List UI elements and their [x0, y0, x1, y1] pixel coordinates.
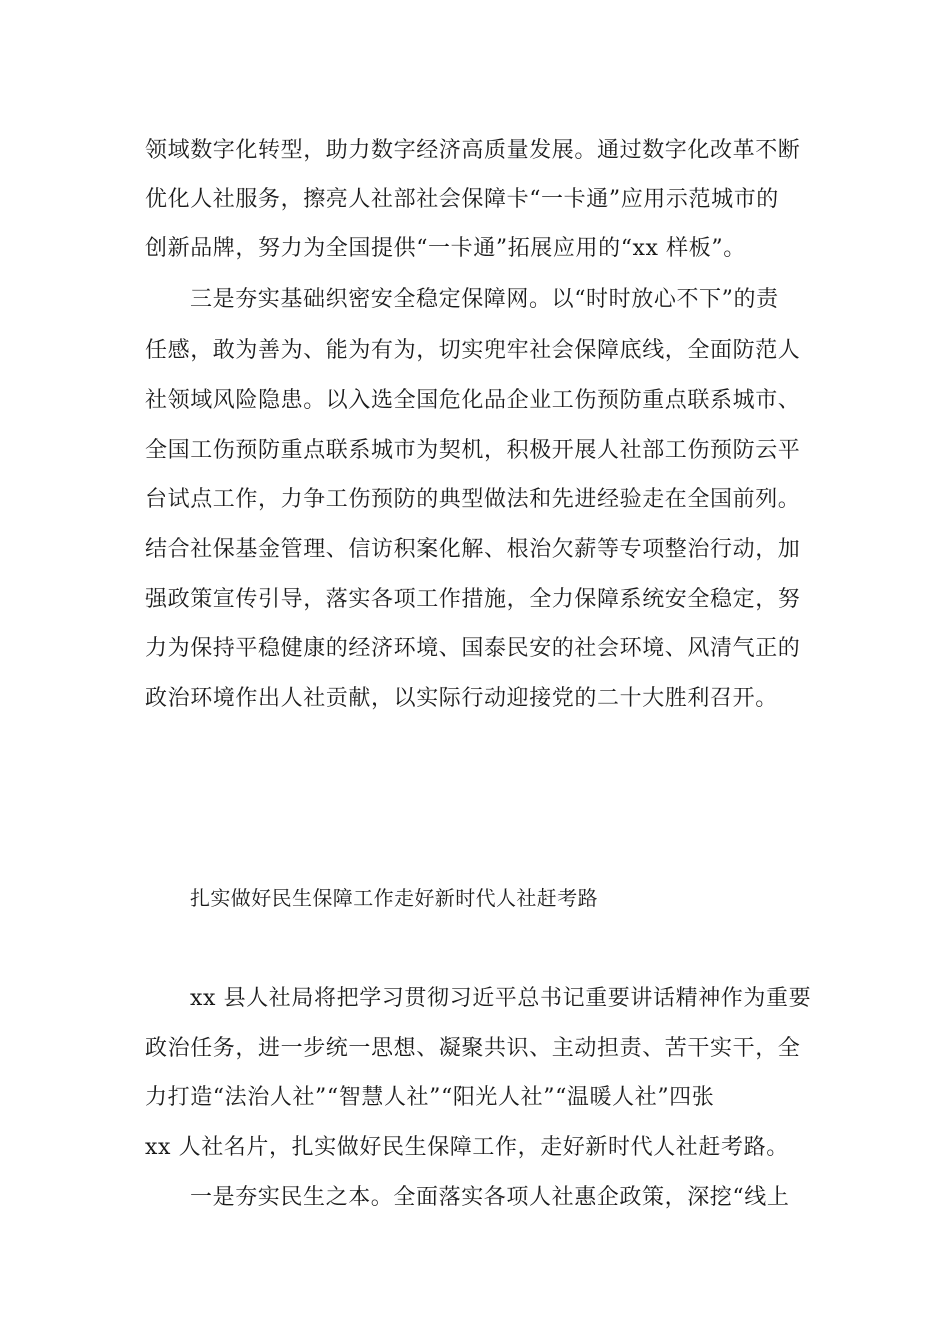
paragraph-line: 领域数字化转型，助力数字经济高质量发展。通过数字化改革不断	[145, 138, 801, 163]
section-title: 扎实做好民生保障工作走好新时代人社赶考路	[190, 886, 598, 910]
paragraph-line: 力为保持平稳健康的经济环境、国泰民安的社会环境、风清气正的	[145, 636, 801, 661]
paragraph-line: 一是夯实民生之本。全面落实各项人社惠企政策，深挖“线上	[190, 1185, 790, 1210]
paragraph-line: 全国工伤预防重点联系城市为契机，积极开展人社部工伤预防云平	[145, 438, 801, 463]
paragraph-line: 三是夯实基础织密安全稳定保障网。以“时时放心不下”的责	[190, 287, 779, 312]
paragraph-line: xx 县人社局将把学习贯彻习近平总书记重要讲话精神作为重要	[190, 986, 812, 1011]
paragraph-line: 任感，敢为善为、能为有为，切实兜牢社会保障底线，全面防范人	[145, 338, 801, 363]
paragraph-line: 政治环境作出人社贡献，以实际行动迎接党的二十大胜利召开。	[145, 686, 778, 711]
paragraph-line: 社领域风险隐患。以入选全国危化品企业工伤预防重点联系城市、	[145, 388, 801, 413]
paragraph-line: 强政策宣传引导，落实各项工作措施，全力保障系统安全稳定，努	[145, 587, 801, 612]
paragraph-line: xx 人社名片，扎实做好民生保障工作，走好新时代人社赶考路。	[145, 1135, 789, 1160]
paragraph-line: 结合社保基金管理、信访积案化解、根治欠薪等专项整治行动，加	[145, 537, 801, 562]
paragraph-line: 台试点工作，力争工伤预防的典型做法和先进经验走在全国前列。	[145, 487, 801, 512]
paragraph-line: 创新品牌，努力为全国提供“一卡通”拓展应用的“xx 样板”。	[145, 236, 746, 261]
paragraph-line: 优化人社服务，擦亮人社部社会保障卡“一卡通”应用示范城市的	[145, 187, 779, 212]
paragraph-line: 力打造“法治人社”“智慧人社”“阳光人社”“温暖人社”四张	[145, 1085, 715, 1110]
paragraph-line: 政治任务，进一步统一思想、凝聚共识、主动担责、苦干实干，全	[145, 1036, 801, 1061]
